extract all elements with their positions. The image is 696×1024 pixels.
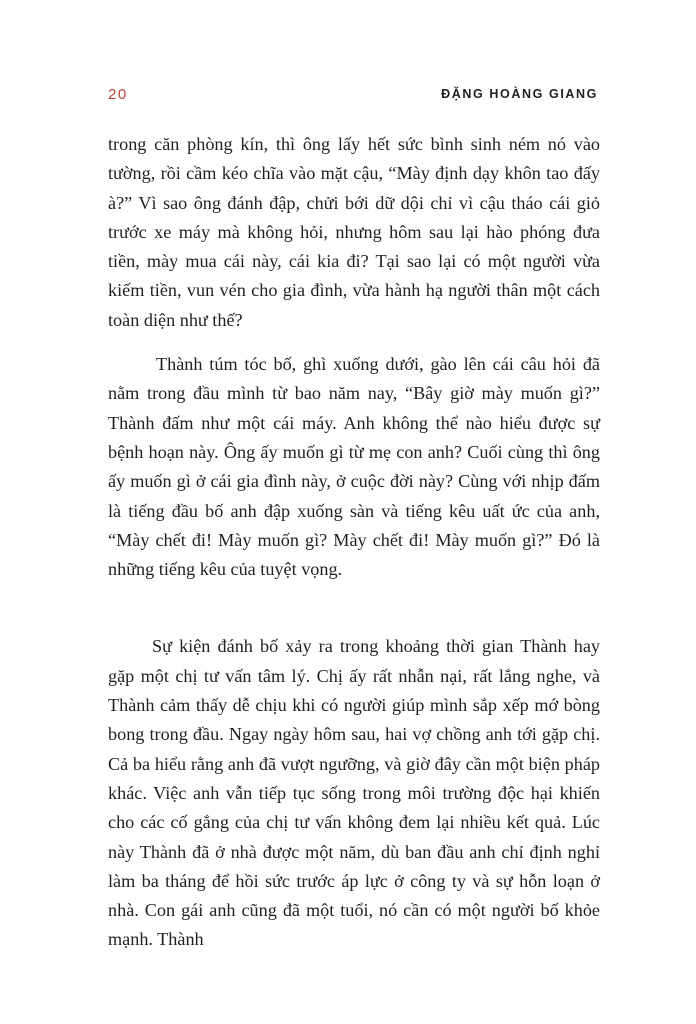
- page-number: 20: [108, 86, 128, 103]
- paragraph-2: Thành túm tóc bố, ghì xuống dưới, gào lên cái câu hỏi đã nằm trong đầu mình từ bao năm nay, “Bây giờ mày muốn gì?” Thành đấm như một cái máy. Anh không thể nào hiểu được sự bệnh hoạn này. Ông ấy muốn gì từ mẹ con anh? Cuối cùng thì ông ấy muốn gì ở cái gia đình này, ở cuộc đời này? Cùng với nhịp đấm là tiếng đầu bố anh đập xuống sàn và tiếng kêu uất ức của anh, “Mày chết đi! Mày muốn gì? Mày chết đi! Mày muốn gì?” Đó là những tiếng kêu của tuyệt vọng.: [108, 354, 600, 580]
- running-head-author: ĐẶNG HOÀNG GIANG: [441, 87, 598, 101]
- paragraph-3: Sự kiện đánh bố xảy ra trong khoảng thời gian Thành hay gặp một chị tư vấn tâm lý. Chị ấy rất nhẫn nại, rất lắng nghe, và Thành cảm thấy dễ chịu khi có người giúp mình sắp xếp mớ bòng bong trong đầu. Ngay ngày hôm sau, hai vợ chồng anh tới gặp chị. Cả ba hiểu rằng anh đã vượt ngưỡng, và giờ đây cần một biện pháp khác. Việc anh vẫn tiếp tục sống trong môi trường độc hại khiến cho các cố gắng của chị tư vấn không đem lại nhiều kết quả. Lúc này Thành đã ở nhà được một năm, dù ban đầu anh chỉ định nghỉ làm ba tháng để hồi sức trước áp lực ở công ty và sự hỗn loạn ở nhà. Con gái anh cũng đã một tuổi, nó cần có một người bố khỏe mạnh. Thành: [108, 636, 600, 950]
- paragraph-1: trong căn phòng kín, thì ông lấy hết sức bình sinh ném nó vào tường, rồi cầm kéo chĩa vào mặt cậu, “Mày định dạy khôn tao đấy à?” Vì sao ông đánh đập, chửi bới dữ dội chỉ vì cậu tháo cái giỏ trước xe máy mà không hỏi, nhưng hôm sau lại hào phóng đưa tiền, mày mua cái này, cái kia đi? Tại sao lại có một người vừa kiếm tiền, vun vén cho gia đình, vừa hành hạ người thân một cách toàn diện như thế?: [108, 134, 600, 330]
- page-header: [108, 86, 598, 110]
- body-text: [108, 130, 600, 955]
